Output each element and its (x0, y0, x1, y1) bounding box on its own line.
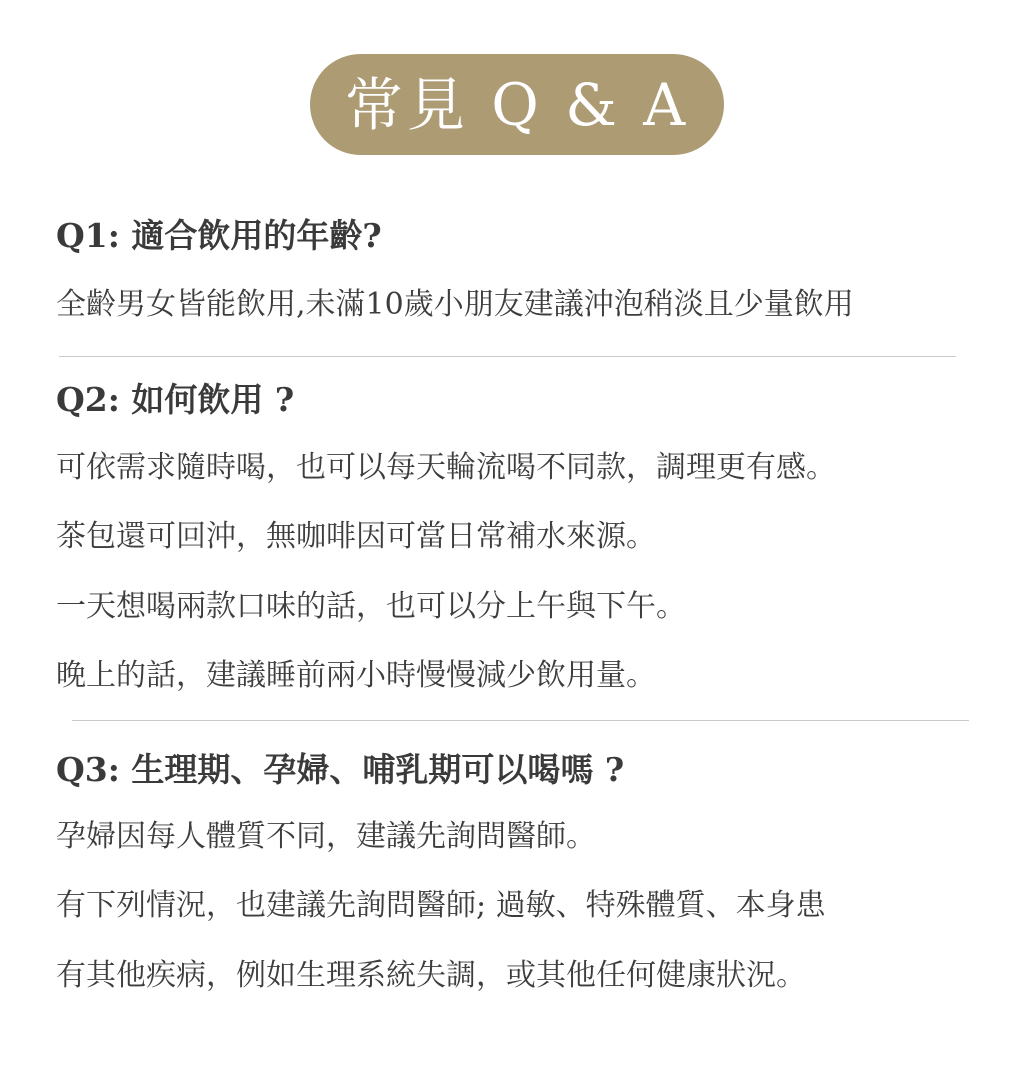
page-title: 常見 Q & A (310, 54, 724, 155)
faq-answer-2-line-3: 一天想喝兩款口味的話，也可以分上午與下午。 (56, 589, 686, 624)
faq-answer-2-line-4: 晚上的話，建議睡前兩小時慢慢減少飲用量。 (56, 658, 656, 693)
faq-answer-1-line-1: 全齡男女皆能飲用,未滿10歲小朋友建議沖泡稍淡且少量飲用 (56, 287, 854, 322)
faq-answer-3-line-3: 有其他疾病，例如生理系統失調，或其他任何健康狀況。 (56, 958, 806, 993)
faq-question-1: Q1: 適合飲用的年齡? (56, 216, 382, 255)
faq-question-3: Q3: 生理期、孕婦、哺乳期可以喝嗎 ? (56, 750, 625, 789)
faq-answer-2-line-2: 茶包還可回沖，無咖啡因可當日常補水來源。 (56, 519, 656, 554)
faq-answer-3-line-2: 有下列情況，也建議先詢問醫師; 過敏、特殊體質、本身患 (56, 888, 826, 923)
divider-2 (72, 720, 969, 721)
faq-answer-2-line-1: 可依需求隨時喝，也可以每天輪流喝不同款，調理更有感。 (56, 450, 836, 485)
faq-question-2: Q2: 如何飲用 ? (56, 380, 295, 419)
divider-1 (59, 356, 956, 357)
faq-answer-3-line-1: 孕婦因每人體質不同，建議先詢問醫師。 (56, 819, 596, 854)
